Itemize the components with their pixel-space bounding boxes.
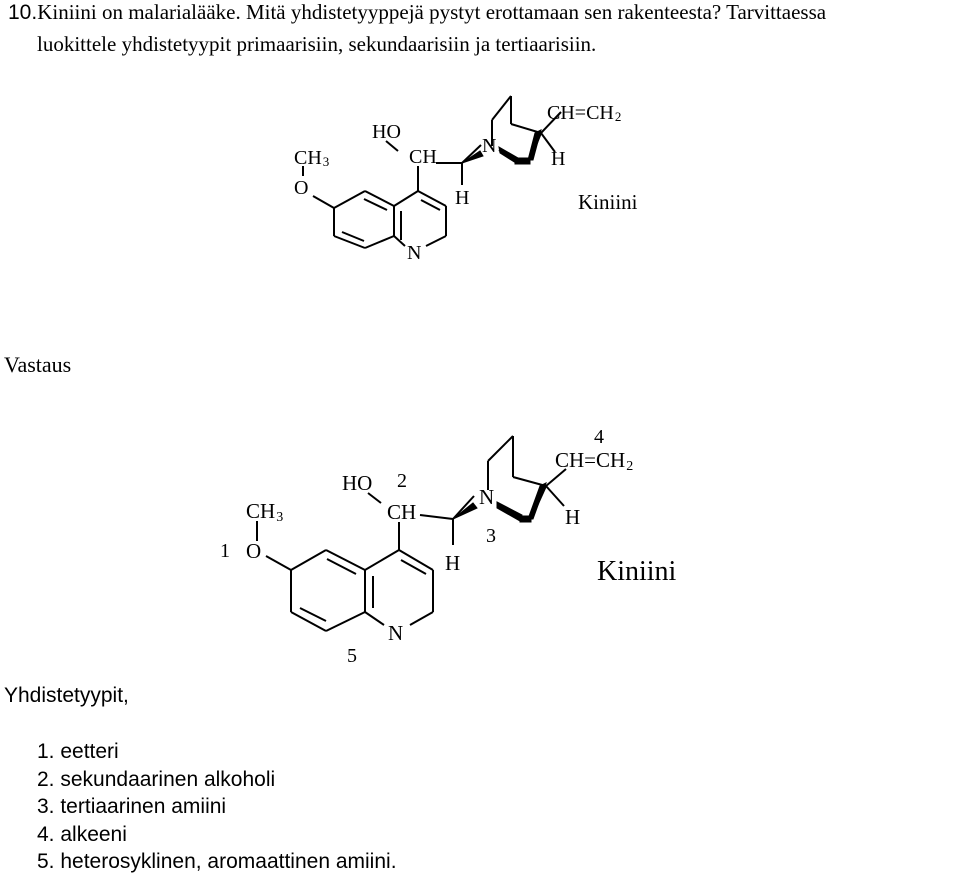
label-h2: H <box>565 505 581 529</box>
label-ch3: CH3 <box>294 147 330 169</box>
group-label-5: 5 <box>347 645 357 667</box>
answer-heading: Vastaus <box>4 352 72 377</box>
question-text-1: Kiniini on malarialääke. Mitä yhdistetyyppejä pystyt erottamaan sen rakenteesta? Tarvittaessa <box>37 0 827 24</box>
label-o: O <box>294 177 309 199</box>
list-item: 4. alkeeni <box>37 822 127 846</box>
wedge-bonds-top <box>462 130 541 164</box>
compound-name-bottom: Kiniini <box>597 556 677 587</box>
label-h1: H <box>455 187 470 209</box>
list-item: 5. heterosyklinen, aromaattinen amiini. <box>37 850 397 873</box>
label-ho: HO <box>342 471 373 495</box>
answer-list <box>37 738 397 876</box>
label-ch: CH <box>387 500 417 524</box>
label-n-bicyclic: N <box>479 485 495 509</box>
list-heading: Yhdistetyypit, <box>4 684 129 707</box>
quinine-structure-bottom <box>257 436 566 631</box>
quinine-structure-top <box>303 96 561 248</box>
list-item: 2. sekundaarinen alkoholi <box>37 767 276 791</box>
atom-labels-bottom <box>220 426 677 667</box>
group-label-1: 1 <box>220 540 230 562</box>
question-number: 10. <box>8 1 38 24</box>
list-item: 1. eetteri <box>37 740 119 763</box>
label-ch: CH <box>409 146 437 168</box>
label-ch3: CH3 <box>246 499 284 525</box>
label-o: O <box>246 539 262 563</box>
label-h2: H <box>551 148 566 170</box>
label-n-bicyclic: N <box>482 135 497 157</box>
question-line-2: luokittele yhdistetyypit primaarisiin, sekundaarisiin ja tertiaarisiin. <box>37 32 597 56</box>
list-item: 3. tertiaarinen amiini <box>37 795 227 818</box>
label-n-ring: N <box>388 621 404 645</box>
group-label-2: 2 <box>397 470 407 492</box>
label-ho: HO <box>372 121 401 143</box>
label-vinyl: CH=CH2 <box>547 102 622 124</box>
group-label-4: 4 <box>594 426 604 448</box>
compound-name-top: Kiniini <box>578 190 638 214</box>
label-h1: H <box>445 551 461 575</box>
group-label-3: 3 <box>486 525 496 547</box>
label-n-ring: N <box>407 242 422 264</box>
label-vinyl: CH=CH2 <box>555 448 634 474</box>
